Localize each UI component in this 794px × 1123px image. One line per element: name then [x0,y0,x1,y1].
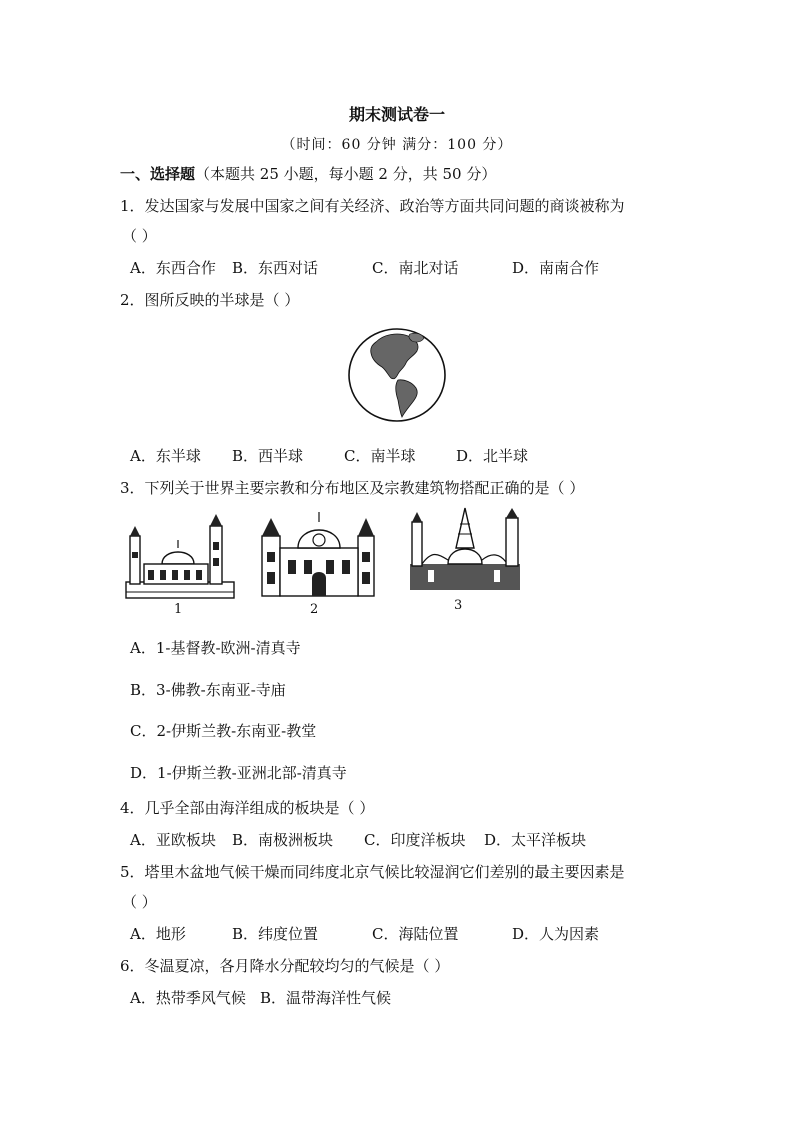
question-2-option-b: B．西半球 [232,447,304,465]
question-2-option-c: C．南半球 [344,447,416,465]
question-1-option-c: C．南北对话 [372,259,459,277]
section-heading [120,164,496,184]
question-1-blank: （ ） [122,227,157,245]
exam-title: 期末测试卷一 [348,105,445,124]
question-3-text: 3．下列关于世界主要宗教和分布地区及宗教建筑物搭配正确的是（ ） [120,479,585,497]
question-4-option-b: B．南极洲板块 [232,831,334,849]
question-4-option-c: C．印度洋板块 [364,831,466,849]
section-title: 一、选择题 [120,165,196,183]
question-2-option-d: D．北半球 [456,447,529,465]
temple-building-figure [408,504,522,592]
section-note: （本题共 25 小题，每小题 2 分，共 50 分） [195,165,497,183]
question-1-text: 1．发达国家与发展中国家之间有关经济、政治等方面共同问题的商谈被称为 [120,197,625,215]
figure-caption-1: 1 [174,602,183,617]
question-5-text: 5．塔里木盆地气候干燥而同纬度北京气候比较湿润它们差别的最主要因素是 [120,863,625,881]
question-4-option-d: D．太平洋板块 [484,831,587,849]
question-3-option-a: A．1-基督教-欧洲-清真寺 [130,639,301,657]
question-5-blank: （ ） [122,893,157,911]
question-5-option-b: B．纬度位置 [232,925,319,943]
figure-caption-3: 3 [454,598,463,613]
question-6-option-b: B．温带海洋性气候 [260,989,392,1007]
greenland-landmass [409,333,424,342]
question-6-text: 6．冬温夏凉，各月降水分配较均匀的气候是（ ） [120,957,450,975]
church-building-figure [258,508,378,600]
question-4-text: 4．几乎全部由海洋组成的板块是（ ） [120,799,375,817]
question-3-option-b: B．3-佛教-东南亚-寺庙 [130,681,286,699]
question-2-text: 2．图所反映的半球是（ ） [120,291,300,309]
question-3-option-d: D．1-伊斯兰教-亚洲北部-清真寺 [130,764,347,782]
mosque-building-figure [124,512,236,602]
question-5-option-c: C．海陆位置 [372,925,459,943]
question-2-option-a: A．东半球 [130,447,201,465]
question-4-option-a: A．亚欧板块 [130,831,216,849]
exam-meta: （时间：60 分钟 满分：100 分） [281,137,513,153]
question-1-option-a: A．东西合作 [130,259,216,277]
figure-caption-2: 2 [310,602,319,617]
question-3-option-c: C．2-伊斯兰教-东南亚-教堂 [130,722,317,740]
question-1-option-b: B．东西对话 [232,259,319,277]
question-6-option-a: A．热带季风气候 [130,989,246,1007]
question-5-option-a: A．地形 [130,925,186,943]
western-hemisphere-globe-figure [346,326,448,424]
question-5-option-d: D．人为因素 [512,925,600,943]
question-1-option-d: D．南南合作 [512,259,600,277]
